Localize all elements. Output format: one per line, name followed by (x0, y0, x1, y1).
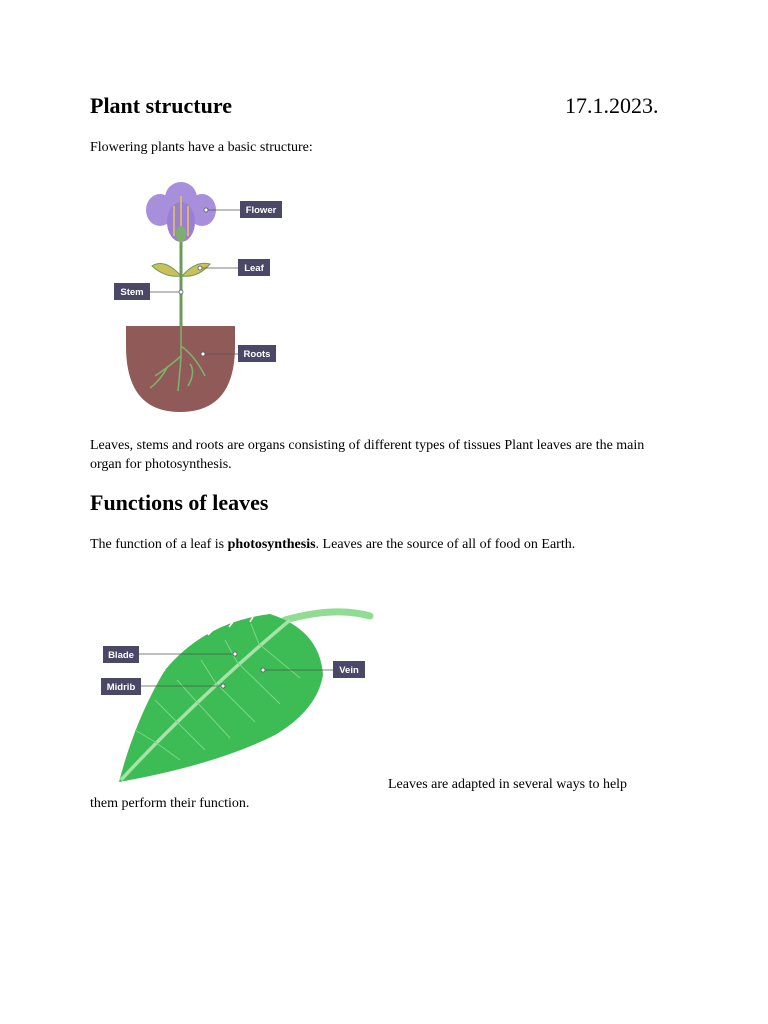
leaf-structure-diagram (95, 600, 380, 790)
svg-text:Leaf: Leaf (244, 263, 264, 274)
function-paragraph (90, 535, 575, 554)
function-text-post: . Leaves are the source of all of food on Earth. (315, 537, 576, 552)
svg-text:Vein: Vein (339, 665, 359, 676)
document-date: 17.1.2023. (565, 93, 659, 118)
stem-label (114, 283, 150, 300)
leaf-left-shape (152, 264, 181, 277)
leaf-label (238, 259, 270, 276)
function-keyword: photosynthesis (227, 537, 316, 552)
svg-text:Blade: Blade (108, 650, 134, 661)
adapted-paragraph-line2: them perform their function. (90, 796, 250, 811)
intro-paragraph: Flowering plants have a basic structure: (90, 140, 313, 155)
petiole-shape (285, 612, 370, 620)
blade-label (103, 646, 139, 663)
svg-text:Flower: Flower (245, 205, 277, 216)
organs-paragraph: Leaves, stems and roots are organs consisting of different types of tissues Plant leaves are the main organ for photosynthesis. (90, 438, 645, 472)
svg-text:Roots: Roots (243, 349, 271, 360)
adapted-paragraph-line1: Leaves are adapted in several ways to help (388, 777, 628, 792)
leaf-right-shape (182, 263, 210, 276)
midrib-label (101, 678, 141, 695)
leaf-blade-shape (119, 614, 323, 782)
svg-text:Midrib: Midrib (106, 682, 136, 693)
svg-text:Stem: Stem (120, 287, 144, 298)
function-text-pre: The function of a leaf is (90, 537, 228, 552)
vein-label (333, 661, 365, 678)
page-title: Plant structure (90, 93, 232, 118)
section-heading-functions: Functions of leaves (90, 490, 269, 515)
plant-structure-diagram (110, 176, 300, 416)
flower-label (240, 201, 282, 218)
roots-label (238, 345, 276, 362)
